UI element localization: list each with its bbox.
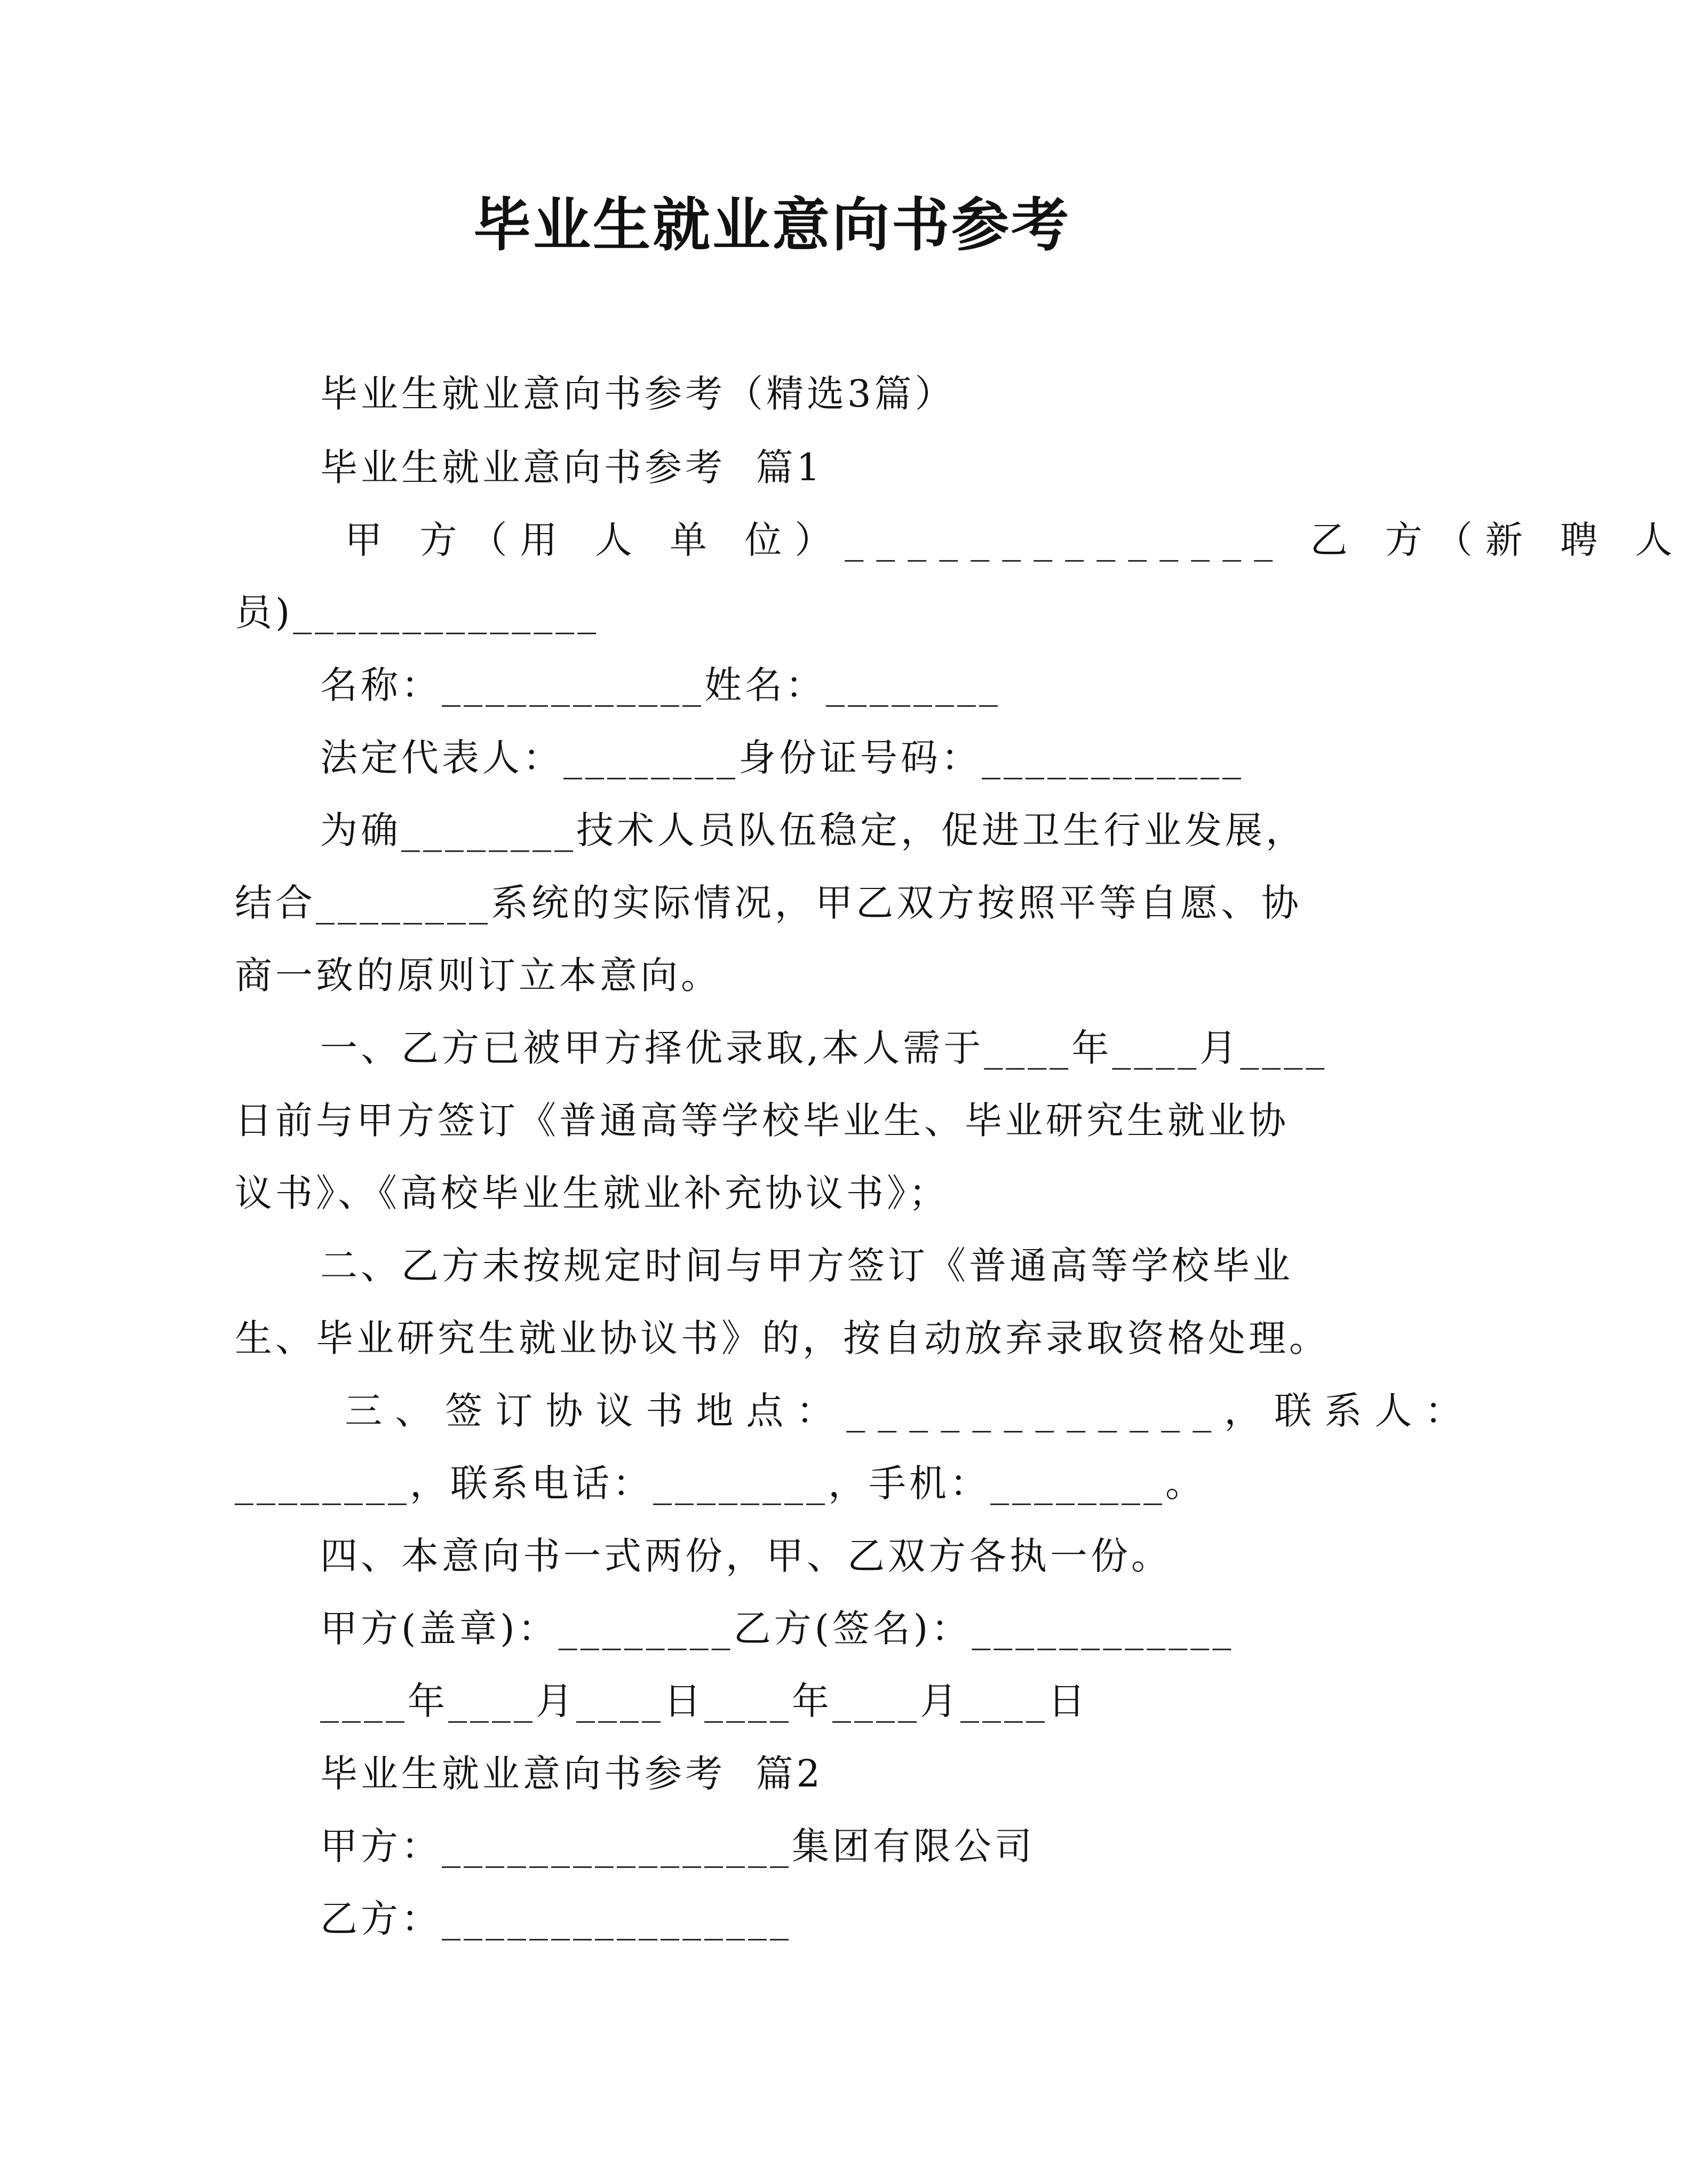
clause-line: 三、签订协议书地点：____________，联系人： (320, 1389, 1475, 1433)
clause-line: 生、毕业研究生就业协议书》的，按自动放弃录取资格处理。 (235, 1316, 1330, 1360)
section-heading-1: 毕业生就业意向书参考 篇1 (320, 446, 824, 489)
party-a-line: 甲方：________________集团有限公司 (320, 1824, 1035, 1868)
clause-line: 四、本意向书一式两份，甲、乙双方各执一份。 (320, 1534, 1172, 1578)
document-title: 毕业生就业意向书参考 (473, 192, 1071, 259)
paragraph-line: 为确________技术人员队伍稳定，促进卫生行业发展， (320, 808, 1306, 852)
date-line: ____年____月____日____年____月____日 (320, 1679, 1088, 1723)
legal-rep-line: 法定代表人：________身份证号码：____________ (320, 736, 1244, 780)
paragraph-line: 商一致的原则订立本意向。 (235, 954, 721, 997)
clause-line: 日前与甲方签订《普通高等学校毕业生、毕业研究生就业协 (235, 1099, 1289, 1142)
name-field-line: 名称：____________姓名：________ (320, 663, 1001, 707)
section-heading-2: 毕业生就业意向书参考 篇2 (320, 1752, 824, 1796)
clause-line: 二、乙方未按规定时间与甲方签订《普通高等学校毕业 (320, 1244, 1293, 1288)
party-b-line: 乙方：________________ (320, 1897, 792, 1941)
party-line-2: 员)______________ (235, 591, 600, 634)
subtitle-line: 毕业生就业意向书参考（精选3篇） (320, 372, 956, 416)
clause-line: 议书》、《高校毕业生就业补充协议书》； (235, 1171, 949, 1215)
clause-line: ________，联系电话：________，手机：________。 (235, 1462, 1206, 1505)
paragraph-line: 结合________系统的实际情况，甲乙双方按照平等自愿、协 (235, 881, 1302, 925)
signature-line: 甲方(盖章)：________乙方(签名)：____________ (320, 1607, 1235, 1650)
party-line-1: 甲 方（用 人 单 位）______________ 乙 方（新 聘 人 (320, 518, 1685, 562)
clause-line: 一、乙方已被甲方择优录取,本人需于____年____月____ (320, 1026, 1328, 1070)
